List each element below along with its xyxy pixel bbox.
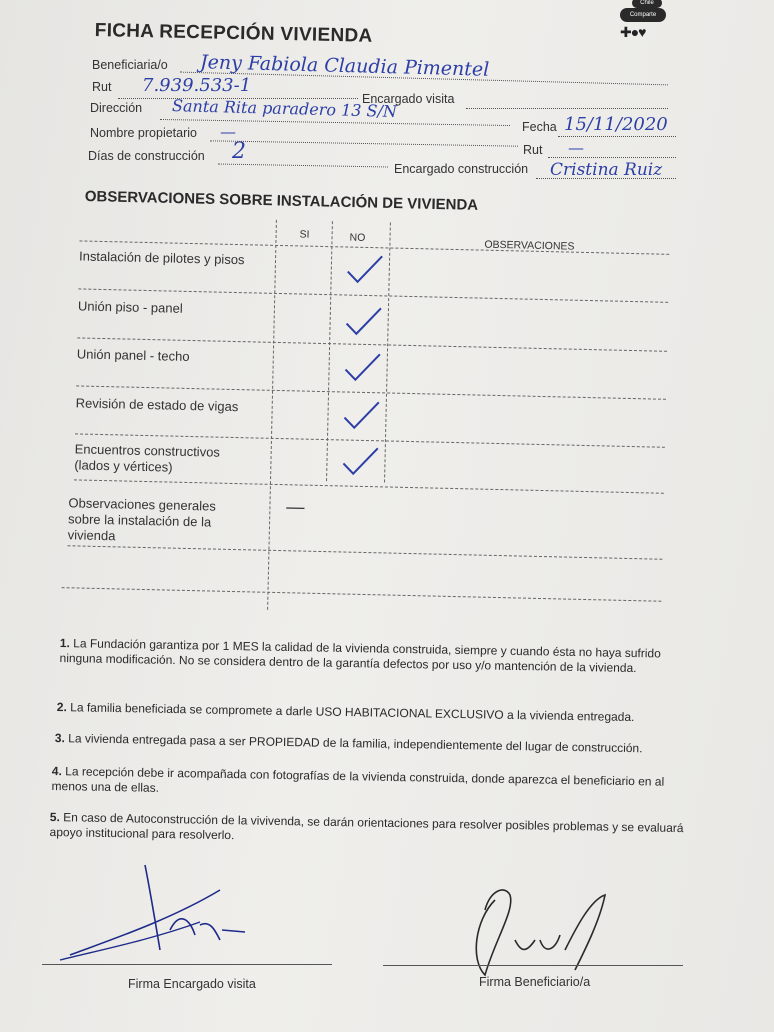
- rut-value: 7.939.533-1: [142, 75, 252, 96]
- fecha-value: 15/11/2020: [564, 114, 668, 135]
- beneficiario-label: Beneficiaria/o: [92, 58, 168, 72]
- row-divider-5: [74, 479, 664, 493]
- fecha-line: [558, 136, 676, 137]
- note-number: 5.: [49, 810, 61, 825]
- encargado-signature-caption: Firma Encargado visita: [128, 977, 256, 991]
- note-text: La recepción debe ir acompañada con fotografías de la vivienda construida, donde aparezca el beneficiario en al menos una de ellas.: [51, 764, 665, 795]
- rut2-value: —: [568, 138, 584, 157]
- rut2-label: Rut: [523, 143, 543, 157]
- beneficiario-value: Jeny Fabiola Claudia Pimentel: [199, 51, 490, 81]
- note-number: 3.: [54, 731, 66, 746]
- encargado-visita-line: [466, 108, 668, 109]
- note-5: [49, 810, 694, 851]
- direccion-value: Santa Rita paradero 13 S/N: [171, 96, 398, 121]
- observaciones-section-title: OBSERVACIONES SOBRE INSTALACIÓN DE VIVIENDA: [84, 188, 479, 214]
- nombre-propietario-line: [210, 140, 518, 146]
- encargado-signature-line: [42, 964, 332, 965]
- general-observations-label-3: vivienda: [67, 527, 116, 544]
- nombre-propietario-value: —: [220, 122, 236, 141]
- column-header-observaciones: OBSERVACIONES: [484, 238, 575, 253]
- note-text: La familia beneficiada se compromete a darle USO HABITACIONAL EXCLUSIVO a la vivienda entregada.: [70, 700, 635, 725]
- note-4: [51, 764, 691, 805]
- row-label-encuentros-line1: Encuentros constructivos: [74, 441, 221, 460]
- logo-chile-label: Chile: [632, 0, 662, 8]
- beneficiario-signature-caption: Firma Beneficiario/a: [479, 975, 591, 989]
- note-number: 4.: [51, 764, 63, 779]
- encargado-signature-icon: [50, 860, 260, 970]
- row-label-union-piso-panel: Unión piso - panel: [77, 298, 183, 316]
- foundation-logo: [612, 0, 672, 42]
- page-title: FICHA RECEPCIÓN VIVIENDA: [94, 20, 373, 47]
- dias-construccion-label: Días de construcción: [88, 149, 205, 163]
- note-number: 1.: [59, 636, 71, 651]
- general-observations-value: —: [285, 494, 306, 519]
- note-text: En caso de Autoconstrucción de la vivivenda, se darán orientaciones para resolver posibles problemas y se evaluará apoyo institucional para resolverlo.: [49, 810, 684, 843]
- row-label-union-panel-techo: Unión panel - techo: [76, 346, 190, 364]
- row-divider-7: [62, 587, 662, 602]
- beneficiario-signature-line: [383, 965, 683, 966]
- encargado-visita-label: Encargado visita: [362, 92, 455, 106]
- rut2-line: [548, 157, 676, 158]
- general-observations-label-2: sobre la instalación de la: [67, 511, 212, 530]
- no-checkmark-icon: [339, 443, 382, 478]
- beneficiario-signature-icon: [455, 880, 625, 990]
- fecha-label: Fecha: [522, 120, 557, 134]
- logo-pill-label: Comparte: [620, 8, 666, 22]
- encargado-construccion-label: Encargado construcción: [394, 162, 529, 176]
- row-label-pilotes: Instalación de pilotes y pisos: [78, 248, 245, 268]
- nombre-propietario-label: Nombre propietario: [90, 126, 197, 140]
- column-divider-1: [267, 220, 277, 610]
- note-text: La vivienda entregada pasa a ser PROPIEDAD de la familia, independientemente del lugar de construcción.: [68, 731, 643, 756]
- general-observations-label-1: Observaciones generales: [68, 495, 217, 514]
- no-checkmark-icon: [342, 303, 385, 338]
- note-text: La Fundación garantiza por 1 MES la calidad de la vivienda construida, siempre y cuando ésta no haya sufrido ninguna modificación. No se considera dentro de la garantía defectos por uso y/o mantención de la vivienda.: [59, 636, 661, 676]
- no-checkmark-icon: [343, 251, 386, 286]
- column-header-si: SI: [299, 228, 310, 241]
- column-divider-2: [326, 221, 333, 481]
- rut-label: Rut: [92, 80, 112, 94]
- note-number: 2.: [56, 700, 68, 715]
- note-1: [59, 636, 679, 677]
- encargado-construccion-value: Cristina Ruiz: [550, 160, 663, 180]
- note-2: [57, 700, 697, 726]
- dias-construccion-value: 2: [232, 139, 246, 164]
- column-header-no: NO: [349, 231, 366, 244]
- logo-symbols-icon: ✚●♥: [620, 24, 646, 40]
- row-label-revision-vigas: Revisión de estado de vigas: [75, 395, 239, 415]
- no-checkmark-icon: [341, 349, 384, 384]
- row-divider-6: [67, 545, 662, 559]
- note-3: [55, 731, 695, 757]
- observaciones-table: [51, 215, 680, 629]
- no-checkmark-icon: [340, 397, 383, 432]
- direccion-line: [160, 119, 510, 126]
- dias-construccion-line: [218, 164, 388, 168]
- direccion-label: Dirección: [90, 101, 143, 115]
- row-label-encuentros-line2: (lados y vértices): [74, 457, 173, 475]
